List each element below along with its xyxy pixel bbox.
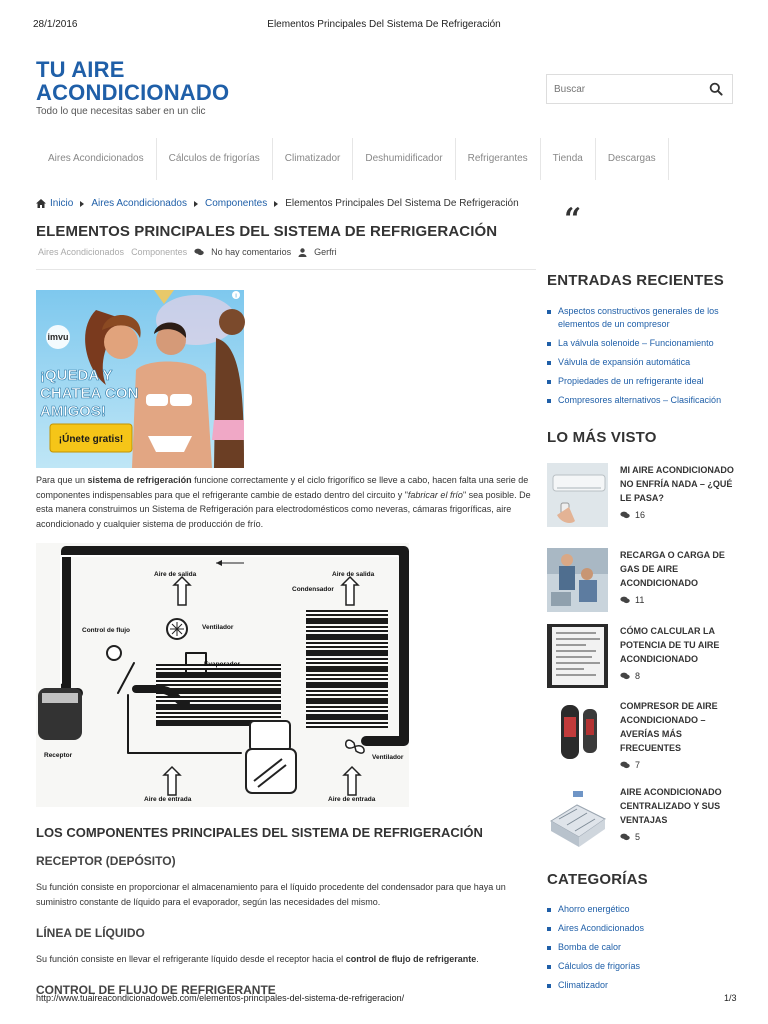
comment-count: 5 [635, 832, 641, 842]
popular-thumbnail[interactable] [547, 624, 608, 688]
nav-item-refrigerantes[interactable]: Refrigerantes [456, 138, 541, 180]
author-icon [298, 248, 307, 257]
article-meta [38, 247, 337, 257]
ad-text-line-1: ¡QUEDA Y [40, 367, 113, 384]
home-icon[interactable] [36, 199, 46, 208]
next-heading-clip [36, 977, 536, 997]
nav-item-deshumidificador[interactable]: Deshumidificador [353, 138, 455, 180]
popular-thumbnail[interactable] [547, 699, 608, 763]
article-title: ELEMENTOS PRINCIPALES DEL SISTEMA DE REFRIGERACIÓN [36, 223, 498, 240]
category-link[interactable]: Ahorro energético [547, 903, 737, 916]
comments-icon [620, 596, 630, 604]
breadcrumb-separator-icon [194, 201, 198, 207]
comment-count: 16 [635, 510, 646, 520]
comment-count: 7 [635, 760, 641, 770]
categories-list [547, 903, 737, 992]
category-link[interactable]: Bomba de calor [547, 941, 737, 954]
popular-title-link[interactable]: MI AIRE ACONDICIONADO NO ENFRÍA NADA – ¿QUÉ LE PASA? [620, 465, 734, 503]
meta-category-1[interactable]: Aires Acondicionados [38, 247, 125, 257]
divider [36, 269, 536, 270]
diagram-label-condensador: Condensador [292, 586, 334, 593]
popular-title-link[interactable]: COMPRESOR DE AIRE ACONDICIONADO – AVERÍAS MÁS FRECUENTES [620, 701, 718, 753]
recent-post-link[interactable]: La válvula solenoide – Funcionamiento [547, 337, 737, 350]
comment-count: 11 [635, 595, 645, 605]
breadcrumb-separator-icon [80, 201, 84, 207]
diagram-label-aire-entrada-1: Aire de entrada [144, 796, 192, 803]
recent-post-link[interactable]: Válvula de expansión automática [547, 356, 737, 369]
comments-icon [620, 672, 630, 680]
diagram-label-receptor: Receptor [44, 752, 73, 759]
comments-icon [620, 511, 630, 519]
print-url: http://www.tuaireacondicionadoweb.com/elementos-principales-del-sistema-de-refrigeracion/ [36, 993, 405, 1003]
refrigeration-diagram [36, 543, 409, 807]
ad-text-line-2: CHATEA CON [40, 385, 139, 402]
popular-thumbnail[interactable] [547, 785, 608, 849]
popular-thumbnail[interactable] [547, 548, 608, 612]
popular-thumbnail[interactable] [547, 463, 608, 527]
recent-posts-list [547, 305, 737, 413]
recent-post-link[interactable]: Aspectos constructivos generales de los elementos de un compresor [547, 305, 737, 331]
category-link[interactable]: Cálculos de frigorías [547, 960, 737, 973]
meta-comments[interactable]: No hay comentarios [211, 247, 292, 257]
popular-item[interactable] [547, 785, 737, 849]
svg-text:i: i [235, 293, 237, 300]
breadcrumb-separator-icon [274, 201, 278, 207]
search-icon[interactable] [709, 82, 723, 96]
recent-post-link[interactable]: Compresores alternativos – Clasificación [547, 394, 737, 407]
diagram-label-control-flujo: Control de flujo [82, 627, 131, 634]
categories-clip [547, 903, 737, 989]
recent-posts-title: ENTRADAS RECIENTES [547, 272, 724, 289]
linea-heading: LÍNEA DE LÍQUIDO [36, 926, 145, 940]
popular-title-link[interactable]: RECARGA O CARGA DE GAS DE AIRE ACONDICIONADO [620, 550, 725, 588]
breadcrumb-aires[interactable]: Aires Acondicionados [91, 198, 187, 209]
ad-text-line-3: AMIGOS! [40, 403, 106, 420]
breadcrumb-current: Elementos Principales Del Sistema De Refrigeración [285, 198, 519, 209]
diagram-label-evaporador: Evaporador [204, 661, 241, 668]
linea-text: Su función consiste en llevar el refrigerante líquido desde el receptor hacia el control de flujo de refrigerante. [36, 954, 479, 964]
quote-icon: “ [564, 202, 582, 237]
comments-icon [620, 761, 630, 769]
link-sistema-refrigeracion[interactable]: sistema de refrigeración [87, 475, 192, 485]
ad-illustration [36, 290, 244, 468]
print-date: 28/1/2016 [33, 19, 78, 30]
nav-item-descargas[interactable]: Descargas [596, 138, 669, 180]
link-control-flujo[interactable]: control de flujo de refrigerante [345, 954, 477, 964]
category-link[interactable]: Aires Acondicionados [547, 922, 737, 935]
diagram-label-aire-entrada-2: Aire de entrada [328, 796, 376, 803]
print-doc-title: Elementos Principales Del Sistema De Refrigeración [267, 19, 501, 30]
comments-icon [620, 833, 630, 841]
diagram-label-ventilador-1: Ventilador [202, 624, 234, 631]
receptor-heading: RECEPTOR (DEPÓSITO) [36, 854, 176, 868]
meta-author[interactable]: Gerfri [314, 247, 337, 257]
recent-post-link[interactable]: Propiedades de un refrigerante ideal [547, 375, 737, 388]
popular-item[interactable] [547, 624, 737, 688]
section-title: LOS COMPONENTES PRINCIPALES DEL SISTEMA DE REFRIGERACIÓN [36, 825, 483, 840]
print-page-number: 1/3 [724, 993, 737, 1003]
meta-category-2[interactable]: Componentes [131, 247, 188, 257]
imvu-logo [46, 325, 70, 349]
search-input[interactable] [547, 75, 697, 103]
search-box [546, 74, 733, 104]
popular-title-link[interactable]: AIRE ACONDICIONADO CENTRALIZADO Y SUS VENTAJAS [620, 787, 722, 825]
comments-icon [194, 248, 204, 256]
categories-title: CATEGORÍAS [547, 871, 648, 888]
logo-line-2: ACONDICIONADO [36, 80, 230, 105]
logo-line-1: TU AIRE [36, 57, 125, 82]
svg-text:imvu: imvu [47, 332, 69, 342]
diagram-label-ventilador-2: Ventilador [372, 754, 404, 761]
nav-item-tienda[interactable]: Tienda [541, 138, 596, 180]
popular-item[interactable] [547, 548, 737, 612]
intro-paragraph: Para que un sistema de refrigeración funcione correctamente y el ciclo frigorífico se lleve a cabo, hacen falta una serie de componentes indispensables para que el refrigerante cambie de estado dentro del circuito y "fabricar el frío" sea posible. De esta manera construimos un Sistema de Refrigeración para electrodomésticos como neveras, cámaras frigoríficas, aire acondicionado y cualquier sistema de producción de frío. [36, 475, 531, 529]
main-nav [36, 138, 669, 180]
site-logo[interactable] [36, 58, 229, 104]
next-heading: CONTROL DE FLUJO DE REFRIGERANTE [36, 983, 276, 997]
diagram-label-aire-salida-1: Aire de salida [154, 571, 197, 578]
diagram-label-aire-salida-2: Aire de salida [332, 571, 375, 578]
comment-count: 8 [635, 671, 641, 681]
popular-title-link[interactable]: CÓMO CALCULAR LA POTENCIA DE TU AIRE ACONDICIONADO [620, 626, 720, 664]
nav-item-aires-acondicionados[interactable]: Aires Acondicionados [36, 138, 157, 180]
ad-join-button[interactable]: ¡Únete gratis! [58, 434, 124, 445]
popular-title: LO MÁS VISTO [547, 429, 657, 446]
receptor-text: Su función consiste en proporcionar el almacenamiento para el líquido procedente del condensador para que haya un suministro constante de líquido para el evaporador, según las necesidades del mismo. [36, 882, 506, 907]
breadcrumb [36, 198, 519, 209]
popular-item[interactable] [547, 463, 737, 527]
breadcrumb-home[interactable]: Inicio [50, 198, 74, 209]
nav-item-calculos-frigorias[interactable]: Cálculos de frigorías [157, 138, 273, 180]
nav-item-climatizador[interactable]: Climatizador [273, 138, 354, 180]
breadcrumb-componentes[interactable]: Componentes [204, 198, 268, 209]
category-link[interactable]: Climatizador [547, 979, 737, 992]
advertisement[interactable] [36, 290, 244, 468]
site-tagline: Todo lo que necesitas saber en un clic [36, 106, 206, 117]
popular-item[interactable] [547, 699, 737, 770]
